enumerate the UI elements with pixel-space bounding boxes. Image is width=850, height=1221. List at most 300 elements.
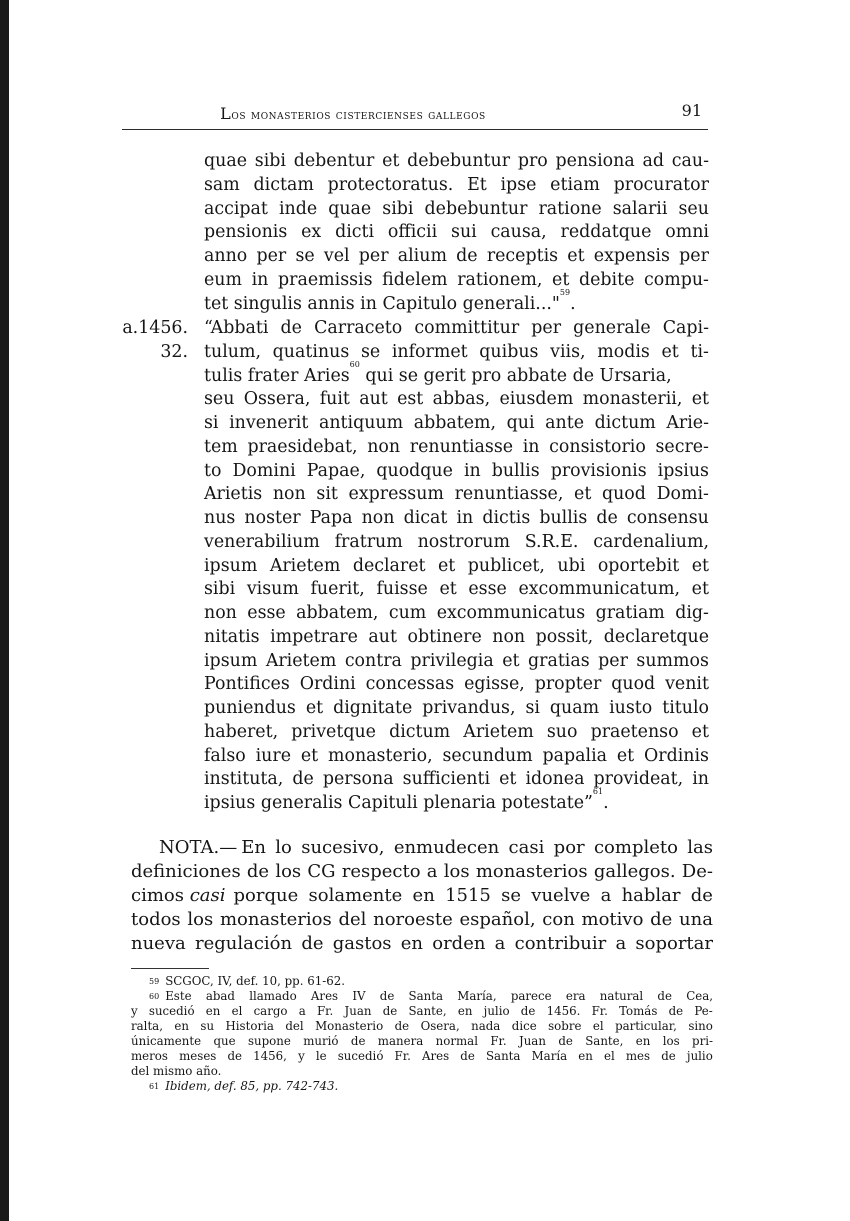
word: et	[300, 745, 319, 766]
word: contra	[344, 650, 402, 671]
text-line	[204, 174, 709, 198]
word: quae	[204, 151, 247, 171]
word: sino	[688, 1019, 713, 1033]
word: praemissis	[278, 269, 373, 290]
nota-label: NOTA.—	[159, 837, 238, 858]
word: María	[531, 1049, 568, 1063]
word: et	[382, 151, 400, 171]
word: eiusdem	[499, 389, 574, 410]
text-line	[204, 673, 709, 697]
word: Carraceto	[314, 318, 403, 338]
punctuation: .	[570, 293, 576, 314]
word: Arietis	[204, 484, 263, 505]
text-line	[204, 768, 709, 792]
word: ipsius	[657, 460, 709, 481]
text-line	[204, 198, 709, 222]
word: sibi	[204, 579, 236, 600]
word: Pontifices	[204, 674, 290, 695]
word: manera	[377, 1034, 424, 1048]
word: ubi	[557, 555, 586, 576]
word: per	[598, 650, 628, 671]
word: generale	[573, 318, 651, 338]
margin-annotation	[100, 317, 188, 365]
word: abbatem,	[413, 413, 497, 433]
word: in	[692, 769, 709, 790]
word: Historia	[225, 1019, 274, 1033]
footnote-text	[165, 989, 713, 1004]
nota-paragraph	[131, 836, 713, 956]
word: per	[256, 246, 287, 266]
word: de	[246, 861, 270, 882]
word: soportar	[635, 933, 713, 954]
word: respecto	[341, 861, 421, 882]
word: hablar	[621, 885, 681, 906]
word: et	[616, 745, 635, 766]
word: Pe-	[694, 1004, 713, 1018]
word: sucesivo,	[301, 837, 385, 858]
footnote-line	[131, 1019, 713, 1034]
text-line	[204, 359, 709, 389]
word: quodque	[376, 460, 453, 481]
word: renuntiasse	[409, 436, 514, 457]
word: alium	[397, 246, 447, 266]
word: titulo	[662, 698, 709, 718]
text-line	[204, 745, 709, 769]
word: dice	[511, 1019, 537, 1033]
word: Sante,	[585, 1034, 624, 1048]
word: motivo	[581, 909, 644, 930]
word: de	[350, 1034, 366, 1048]
word: noroeste	[373, 909, 453, 930]
text-line	[204, 555, 709, 579]
word: a	[298, 1004, 306, 1018]
word: quae	[328, 198, 372, 219]
word: todos	[131, 909, 181, 930]
word: dictam	[253, 174, 314, 195]
word: sobre	[548, 1019, 582, 1033]
word: se	[501, 885, 522, 906]
word: vuelve	[531, 885, 591, 906]
word: consensu	[626, 508, 709, 528]
footnote-line	[131, 1064, 713, 1079]
word: non	[361, 508, 395, 528]
word: cau-	[671, 151, 709, 171]
word: gratias	[528, 650, 590, 671]
word: llamado	[249, 989, 297, 1003]
word: y	[131, 1004, 138, 1018]
word: procurator	[613, 174, 709, 195]
word: Monasterio	[315, 1019, 384, 1033]
word: quam	[549, 698, 600, 718]
word: debebuntur	[407, 151, 511, 171]
word: Arietem	[269, 555, 341, 576]
word: de	[394, 1019, 410, 1033]
word: nostrorum	[417, 531, 510, 552]
word: particular,	[615, 1019, 677, 1033]
word: debebuntur	[424, 198, 528, 219]
word: debentur	[293, 151, 375, 171]
margin-year: a.1456.	[122, 318, 188, 338]
word: reddatque	[560, 222, 652, 243]
word: informet	[391, 341, 468, 362]
word: rationem,	[457, 269, 543, 290]
word: los	[662, 1034, 680, 1048]
word: julio	[483, 1004, 510, 1018]
quotation-continued	[204, 150, 709, 316]
word: enmudecen	[393, 837, 500, 858]
word: iusto	[609, 698, 653, 718]
word: dig-	[675, 603, 709, 623]
word: de	[280, 318, 302, 338]
word: regulación	[194, 933, 293, 954]
word: privandus,	[422, 698, 516, 718]
word: fuerit,	[310, 579, 365, 600]
word: abbas,	[432, 389, 491, 410]
word: de	[227, 1049, 243, 1063]
word: dictum	[594, 413, 656, 433]
word: completo	[593, 837, 678, 858]
word: Sante,	[408, 1004, 447, 1018]
word: dignitate	[333, 698, 413, 718]
word: En	[241, 837, 266, 858]
word: Ares	[310, 989, 339, 1003]
word: ipse	[500, 174, 537, 195]
footnote-number: 61	[149, 1082, 160, 1091]
word: quod	[601, 484, 646, 505]
word: del	[285, 1019, 304, 1033]
word: et	[567, 246, 585, 266]
text-line	[204, 787, 709, 816]
word: si	[525, 698, 540, 718]
footnote-rule	[131, 968, 209, 969]
word: provideat,	[593, 769, 684, 790]
word: “Abbati	[204, 318, 269, 338]
word: summos	[636, 650, 709, 671]
word: los	[187, 909, 214, 930]
text-fragment	[226, 884, 713, 908]
word: se	[360, 341, 381, 362]
word: Cea,	[686, 989, 713, 1003]
word: egisse,	[464, 674, 525, 695]
word: sibi	[254, 151, 286, 171]
word: visum	[246, 579, 299, 600]
word: en	[635, 1034, 651, 1048]
word: de	[456, 246, 478, 266]
header-rule	[122, 129, 708, 130]
word: monasterios	[219, 909, 332, 930]
text-line	[204, 721, 709, 745]
word: de	[668, 1004, 684, 1018]
word: compu-	[644, 269, 709, 290]
word: in	[456, 508, 474, 528]
word: fratrum	[334, 531, 403, 552]
word: nus	[204, 508, 236, 528]
word: vel	[323, 246, 350, 266]
word: secundum	[442, 745, 533, 766]
word: meses	[179, 1049, 217, 1063]
word: se	[295, 246, 315, 266]
word: non	[367, 436, 401, 457]
text-line	[204, 221, 709, 245]
word: gastos	[332, 933, 392, 954]
word: privetque	[291, 721, 376, 742]
running-title-rest: os monasterios cistercienses gallegos	[231, 108, 486, 123]
word: suo	[546, 721, 578, 742]
word: con	[542, 909, 575, 930]
word: nada	[471, 1019, 501, 1033]
word: ante	[545, 413, 585, 433]
footnote-number: 60	[149, 992, 160, 1001]
word: debite	[578, 269, 635, 290]
word: publicet,	[467, 555, 545, 576]
word: antiquum	[318, 413, 404, 433]
word: excommunicatum,	[518, 579, 681, 600]
word: provisionis	[550, 460, 647, 481]
text-line	[204, 341, 709, 365]
footnote-text: del mismo año.	[131, 1064, 222, 1078]
word: de	[650, 909, 673, 930]
word: de	[558, 1034, 573, 1048]
word: Juan	[518, 1034, 546, 1048]
word: seu	[678, 198, 709, 219]
text-line	[204, 245, 709, 269]
word: receptis	[486, 246, 559, 266]
word: a	[426, 861, 438, 882]
word: Domi-	[656, 484, 709, 505]
word: Ossera,	[243, 389, 311, 410]
word: omni	[665, 222, 709, 243]
word: a	[615, 933, 627, 954]
word: casi	[508, 837, 545, 858]
word: pri-	[692, 1034, 713, 1048]
word: Et	[467, 174, 487, 195]
word: et	[691, 579, 709, 600]
word: in	[522, 436, 540, 457]
word: las	[687, 837, 713, 858]
footnote-line	[131, 1004, 713, 1019]
word: natural	[599, 989, 644, 1003]
footnote-text: Ibidem, def. 85, pp. 742-743.	[165, 1079, 339, 1093]
word: 1456,	[253, 1049, 287, 1063]
word: cum	[388, 603, 427, 623]
word: possit,	[535, 626, 594, 647]
word: et	[691, 389, 709, 410]
word: pensiona	[555, 151, 635, 171]
word: idonea	[525, 769, 585, 790]
word: Ordini	[299, 674, 356, 695]
word: protectoratus.	[327, 174, 454, 195]
text-line	[131, 884, 713, 908]
word: Tomás	[619, 1004, 658, 1018]
word: viis,	[550, 341, 586, 362]
word: Arie-	[666, 413, 709, 433]
word: expensis	[593, 246, 670, 266]
word: invenerit	[229, 413, 309, 433]
word: ralta,	[131, 1019, 163, 1033]
word: et	[574, 484, 592, 505]
text-line	[131, 860, 713, 884]
word: persona	[322, 769, 394, 790]
word: Papae,	[306, 460, 366, 481]
word: el	[592, 1019, 604, 1033]
word: et	[691, 721, 709, 742]
word: de	[301, 933, 324, 954]
word: oportebit	[597, 555, 680, 576]
text-line	[204, 697, 709, 721]
text-line	[131, 932, 713, 956]
text-line	[204, 412, 709, 436]
text-line	[131, 836, 713, 860]
word: propter	[534, 674, 602, 695]
word: aut	[359, 389, 388, 410]
text-line	[204, 578, 709, 602]
word: lo	[275, 837, 292, 858]
word: del	[338, 909, 367, 930]
word: sucedió	[148, 1004, 195, 1018]
text-line	[131, 908, 713, 932]
word: de	[382, 1004, 398, 1018]
footnote-ref-61: 61	[592, 787, 604, 796]
word: a	[600, 885, 612, 906]
word: nitatis	[204, 626, 260, 647]
word: fuit	[319, 389, 350, 410]
word: contribuir	[514, 933, 607, 954]
word: De-	[681, 861, 713, 882]
word: et	[499, 769, 517, 790]
word: cardenalium,	[593, 531, 709, 552]
word: y	[298, 1049, 305, 1063]
word: et	[439, 579, 457, 600]
word: haberet,	[204, 721, 279, 742]
word: venit	[665, 674, 709, 695]
word: los	[275, 861, 302, 882]
word: parece	[510, 989, 552, 1003]
footnote-text: SCGOC, IV, def. 10, pp. 61-62.	[165, 974, 345, 988]
word: Santa	[485, 1049, 521, 1063]
word: et	[438, 555, 456, 576]
text-line	[204, 650, 709, 674]
word: to	[204, 460, 222, 481]
text-fragment: ipsius generalis Capituli plenaria potestate”	[204, 793, 593, 813]
word: tem	[204, 436, 238, 457]
text-fragment	[241, 836, 713, 860]
word: seu	[204, 389, 235, 410]
word: committitur	[414, 318, 520, 338]
word: le	[315, 1049, 327, 1063]
word: declaret	[352, 555, 426, 576]
word: venerabilium	[204, 531, 320, 552]
word: de	[520, 1004, 536, 1018]
word: pensionis	[204, 222, 288, 243]
word: non	[492, 626, 526, 647]
word: Ares	[421, 1049, 450, 1063]
word: sam	[204, 174, 240, 195]
word: definiciones	[131, 861, 241, 882]
word: fidelem	[382, 269, 448, 290]
word: dicti	[335, 222, 375, 243]
word: Osera,	[420, 1019, 460, 1033]
footnote-line	[131, 1049, 713, 1064]
word: de	[690, 885, 713, 906]
word: de	[460, 1049, 475, 1063]
word: su	[200, 1019, 215, 1033]
word: Arietem	[265, 650, 337, 671]
word: Fr.	[394, 1049, 411, 1063]
footnote-ref-60: 60	[349, 359, 360, 369]
word: consistorio	[549, 436, 646, 457]
word: si	[204, 413, 219, 433]
word: ti-	[690, 341, 709, 362]
word: monasterio,	[328, 745, 433, 766]
word: anno	[204, 246, 248, 266]
word: sibi	[382, 198, 414, 219]
word: CG	[307, 861, 336, 882]
text-fragment: cimos	[131, 885, 190, 906]
word: ipsum	[204, 555, 258, 576]
word: pro	[517, 151, 548, 171]
word: julio	[686, 1049, 713, 1063]
text-line	[204, 507, 709, 531]
footnote-number: 59	[149, 977, 160, 986]
word: renuntiasse,	[454, 484, 564, 505]
word: orden	[432, 933, 486, 954]
word: iure	[255, 745, 291, 766]
word: el	[231, 1004, 243, 1018]
word: Capi-	[662, 318, 709, 338]
word: monasterios	[475, 861, 588, 882]
word: ad	[642, 151, 664, 171]
word: Este	[165, 989, 192, 1003]
word: de	[379, 989, 395, 1003]
word: el	[603, 1049, 615, 1063]
word: quod	[611, 674, 656, 695]
text-line	[204, 287, 709, 317]
word: en	[400, 933, 424, 954]
text-line	[204, 150, 709, 174]
word: in	[251, 269, 269, 290]
word: declaretque	[603, 626, 709, 647]
word: monasterii,	[582, 389, 683, 410]
word: esse	[468, 579, 507, 600]
word: abad	[205, 989, 235, 1003]
word: inde	[278, 198, 318, 219]
text-line	[204, 626, 709, 650]
word: nueva	[131, 933, 186, 954]
footnote-line	[131, 989, 713, 1004]
word: por	[553, 837, 585, 858]
footnote-line	[131, 1079, 713, 1094]
word: en	[412, 885, 435, 906]
running-title	[122, 104, 584, 123]
word: dicat	[403, 508, 448, 528]
emphasis: casi	[189, 885, 226, 906]
footnotes	[131, 974, 713, 1094]
word: sit	[316, 484, 338, 505]
word: per	[531, 318, 562, 338]
word: 1456.	[546, 1004, 581, 1018]
word: los	[443, 861, 470, 882]
word: non	[204, 603, 237, 623]
word: ipsum	[204, 650, 258, 671]
word: normal	[435, 1034, 478, 1048]
footnote-line	[131, 1034, 713, 1049]
word: gallegos.	[593, 861, 676, 882]
word: eum	[204, 269, 242, 290]
word: español,	[459, 909, 536, 930]
definition-32-quotation	[204, 317, 709, 816]
word: Papa	[309, 508, 353, 528]
word: en	[174, 1019, 189, 1033]
